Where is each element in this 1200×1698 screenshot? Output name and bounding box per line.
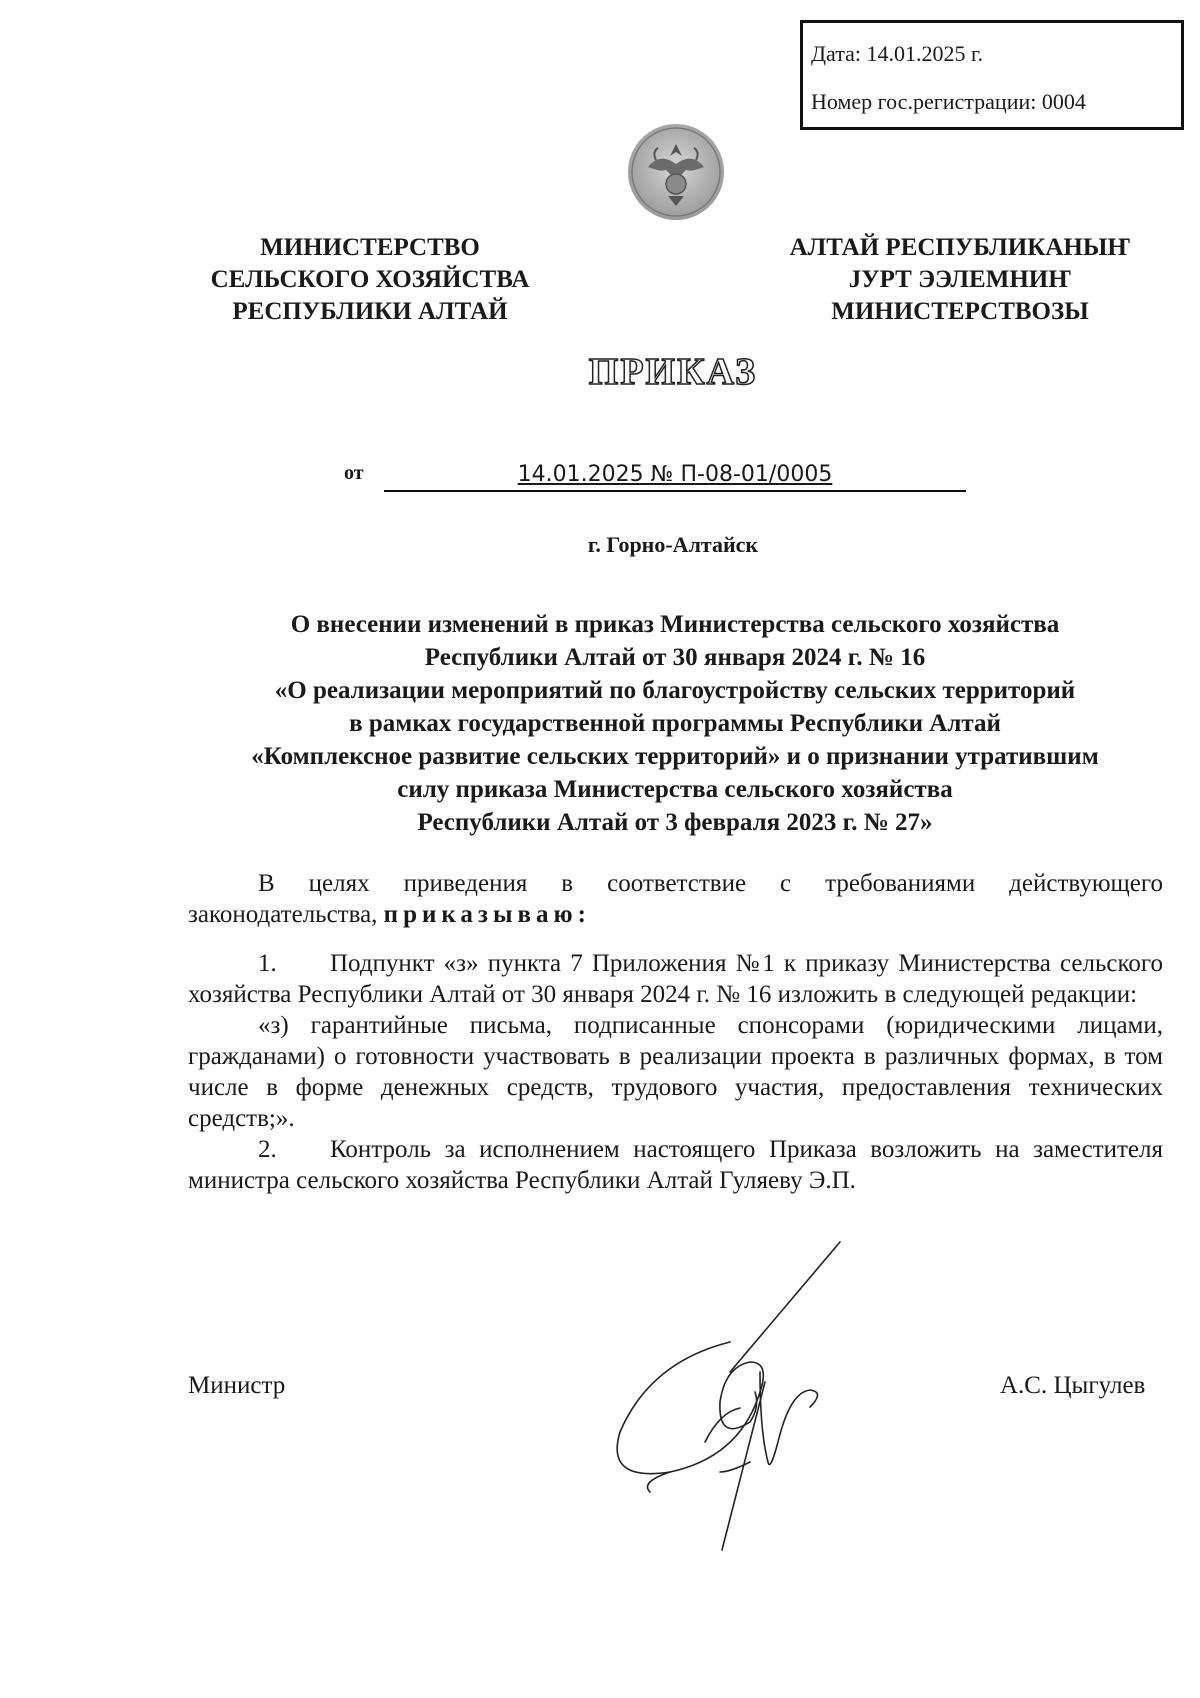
ministry-name-line: МИНИСТЕРСТВО: [260, 234, 480, 261]
document-title: ПРИКАЗ: [588, 351, 758, 393]
ministry-name-line: СЕЛЬСКОГО ХОЗЯЙСТВА: [210, 266, 530, 293]
signatory-position: Министр: [188, 1372, 286, 1399]
item-1-text: Подпункт «з» пункта 7 Приложения №1 к приказу Министерства сельского хозяйства Республики Алтай от 30 января 2024 г. № 16 изложить в следующей редакции:: [188, 950, 1163, 1008]
handwritten-signature: [610, 1232, 870, 1552]
ministry-name-line: РЕСПУБЛИКИ АЛТАЙ: [232, 298, 508, 325]
order-from-label: от: [344, 462, 364, 484]
subject-line: «О реализации мероприятий по благоустройству сельских территорий: [274, 677, 1076, 704]
item-1-paragraph: [188, 948, 1163, 1010]
registration-number: [811, 89, 1086, 115]
republic-altai-emblem-icon: [626, 122, 726, 222]
registration-date: [811, 41, 983, 67]
subject-line: «Комплексное развитие сельских территорий» и о признании утратившим: [251, 743, 1099, 770]
item-1-quote: «з) гарантийные письма, подписанные спонсорами (юридическими лицами, гражданами) о готовности участвовать в реализации проекта в различных формах, в том числе в форме денежных средств, трудового участия, предоставления технических средств;».: [188, 1012, 1163, 1132]
item-1-number: 1.: [258, 950, 277, 977]
item-2-number: 2.: [258, 1136, 277, 1163]
registration-date-label: Дата:: [811, 41, 861, 66]
subject-line: О внесении изменений в приказ Министерства сельского хозяйства: [290, 611, 1060, 638]
order-subject: [170, 608, 1180, 839]
registration-date-value: 14.01.2025 г.: [866, 41, 984, 66]
preamble-text: В целях приведения в соответствие с требованиями действующего законодательства,: [188, 870, 1163, 928]
order-body: [188, 868, 1163, 1196]
registration-number-value: 0004: [1041, 89, 1086, 114]
subject-line: в рамках государственной программы Республики Алтай: [349, 710, 1001, 737]
order-date-number-value: 14.01.2025 № П-08-01/0005: [517, 462, 833, 487]
ministry-name-line: МИНИСТЕРСТВОЗЫ: [831, 298, 1089, 325]
ministry-name-line: АЛТАЙ РЕСПУБЛИКАНЫҤ: [789, 234, 1131, 261]
order-city: г. Горно-Алтайск: [587, 532, 759, 557]
preamble-paragraph: [188, 868, 1163, 930]
item-2-paragraph: [188, 1134, 1163, 1196]
subject-line: силу приказа Министерства сельского хозяйства: [397, 776, 953, 803]
registration-number-label: Номер гос.регистрации:: [811, 89, 1037, 114]
ministry-name-altai: [740, 232, 1180, 328]
ministry-name-russian: [160, 232, 580, 328]
subject-line: Республики Алтай от 30 января 2024 г. № 16: [424, 644, 926, 671]
registration-box: [800, 20, 1184, 130]
item-2-text: Контроль за исполнением настоящего Приказа возложить на заместителя министра сельского хозяйства Республики Алтай Гуляеву Э.П.: [188, 1136, 1163, 1194]
subject-line: Республики Алтай от 3 февраля 2023 г. № 27»: [417, 809, 933, 836]
ministry-name-line: ЈУРТ ЭЭЛЕМНИҤ: [848, 266, 1072, 293]
signatory-name: А.С. Цыгулев: [1000, 1372, 1146, 1399]
order-date-number: [384, 462, 966, 492]
order-word: приказываю:: [383, 901, 591, 928]
